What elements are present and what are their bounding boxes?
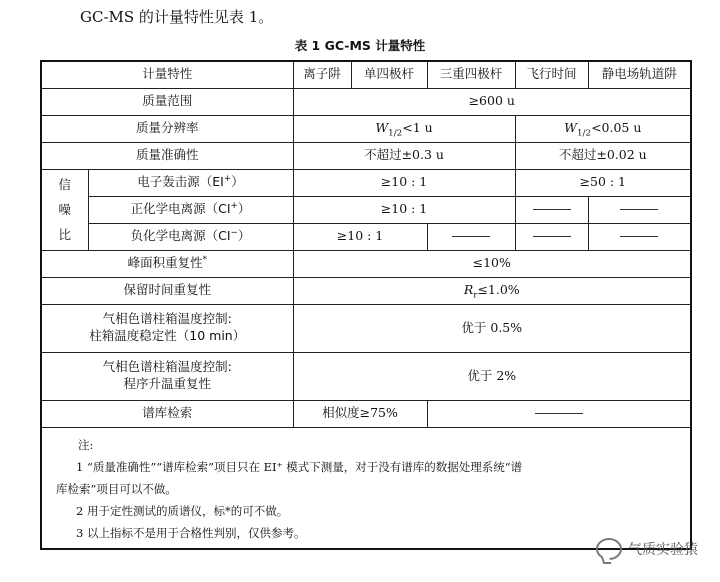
chat-bubble-icon <box>596 538 622 560</box>
cell-value: ≤10% <box>293 250 691 277</box>
header-cell: 三重四极杆 <box>427 61 515 88</box>
cell-value: 优于 0.5% <box>293 304 691 352</box>
table-row <box>41 400 691 427</box>
cell-value: $W_{1/2}<1$ u <box>293 115 515 142</box>
cell-value: $R_r\le 1.0\%$ <box>293 277 691 304</box>
row-label: 谱库检索 <box>41 400 293 427</box>
table-row <box>41 115 691 142</box>
cell-value: ≥10 : 1 <box>293 196 515 223</box>
note-item: 1 “质量准确性”“谱库检索”项目只在 EI⁺ 模式下测量，对于没有谱库的数据处理系统“谱 <box>76 459 523 474</box>
table-row <box>41 352 691 400</box>
dash-cell <box>515 223 588 250</box>
row-label: 质量范围 <box>41 88 293 115</box>
cell-value: ≥10 : 1 <box>293 223 427 250</box>
dash-cell <box>427 223 515 250</box>
note-item: 3 以上指标不是用于合格性判别，仅供参考。 <box>76 525 306 540</box>
cell-value: 不超过±0.3 u <box>293 142 515 169</box>
header-cell: 飞行时间 <box>515 61 588 88</box>
cell-value: 不超过±0.02 u <box>515 142 691 169</box>
table-row <box>41 196 691 223</box>
notes-title: 注: <box>78 437 94 452</box>
header-cell: 离子阱 <box>293 61 351 88</box>
note-item: 库检索”项目可以不做。 <box>56 481 177 496</box>
dash-cell <box>588 223 691 250</box>
watermark <box>596 538 698 560</box>
table-caption: 表 1 GC-MS 计量特性 <box>294 38 426 53</box>
header-cell: 计量特性 <box>41 61 293 88</box>
watermark-text: 气质实验猿 <box>628 542 698 558</box>
table-row <box>41 88 691 115</box>
cell-value: 优于 2% <box>293 352 691 400</box>
row-label: 质量分辨率 <box>41 115 293 142</box>
cell-value: ≥10 : 1 <box>293 169 515 196</box>
row-label: 正化学电离源（CI+） <box>88 196 293 223</box>
cell-value: 相似度≥75% <box>293 400 427 427</box>
cell-value: ≥600 u <box>293 88 691 115</box>
dash-cell <box>515 196 588 223</box>
cell-value: ≥50 : 1 <box>515 169 691 196</box>
dash-cell <box>588 196 691 223</box>
notes-row <box>41 427 691 549</box>
row-label: 峰面积重复性* <box>41 250 293 277</box>
table-row <box>41 223 691 250</box>
note-item: 2 用于定性测试的质谱仪，标*的可不做。 <box>76 503 289 518</box>
table-row <box>41 277 691 304</box>
intro-text: GC-MS 的计量特性见表 1。 <box>80 8 274 26</box>
row-label: 保留时间重复性 <box>41 277 293 304</box>
table-row <box>41 142 691 169</box>
table-row <box>41 169 691 196</box>
header-cell: 单四极杆 <box>351 61 427 88</box>
metrology-table <box>40 60 692 550</box>
row-label: 质量准确性 <box>41 142 293 169</box>
header-cell: 静电场轨道阱 <box>588 61 691 88</box>
cell-value: $W_{1/2}<0.05$ u <box>515 115 691 142</box>
row-label: 电子轰击源（EI+） <box>88 169 293 196</box>
row-label: 气相色谱柱箱温度控制: 程序升温重复性 <box>41 352 293 400</box>
dash-cell <box>427 400 691 427</box>
notes-cell <box>41 427 691 549</box>
table-row <box>41 304 691 352</box>
snr-group-label: 信 噪 比 <box>41 169 88 250</box>
header-row <box>41 61 691 88</box>
row-label: 负化学电离源（CI−） <box>88 223 293 250</box>
row-label: 气相色谱柱箱温度控制: 柱箱温度稳定性（10 min） <box>41 304 293 352</box>
table-row <box>41 250 691 277</box>
